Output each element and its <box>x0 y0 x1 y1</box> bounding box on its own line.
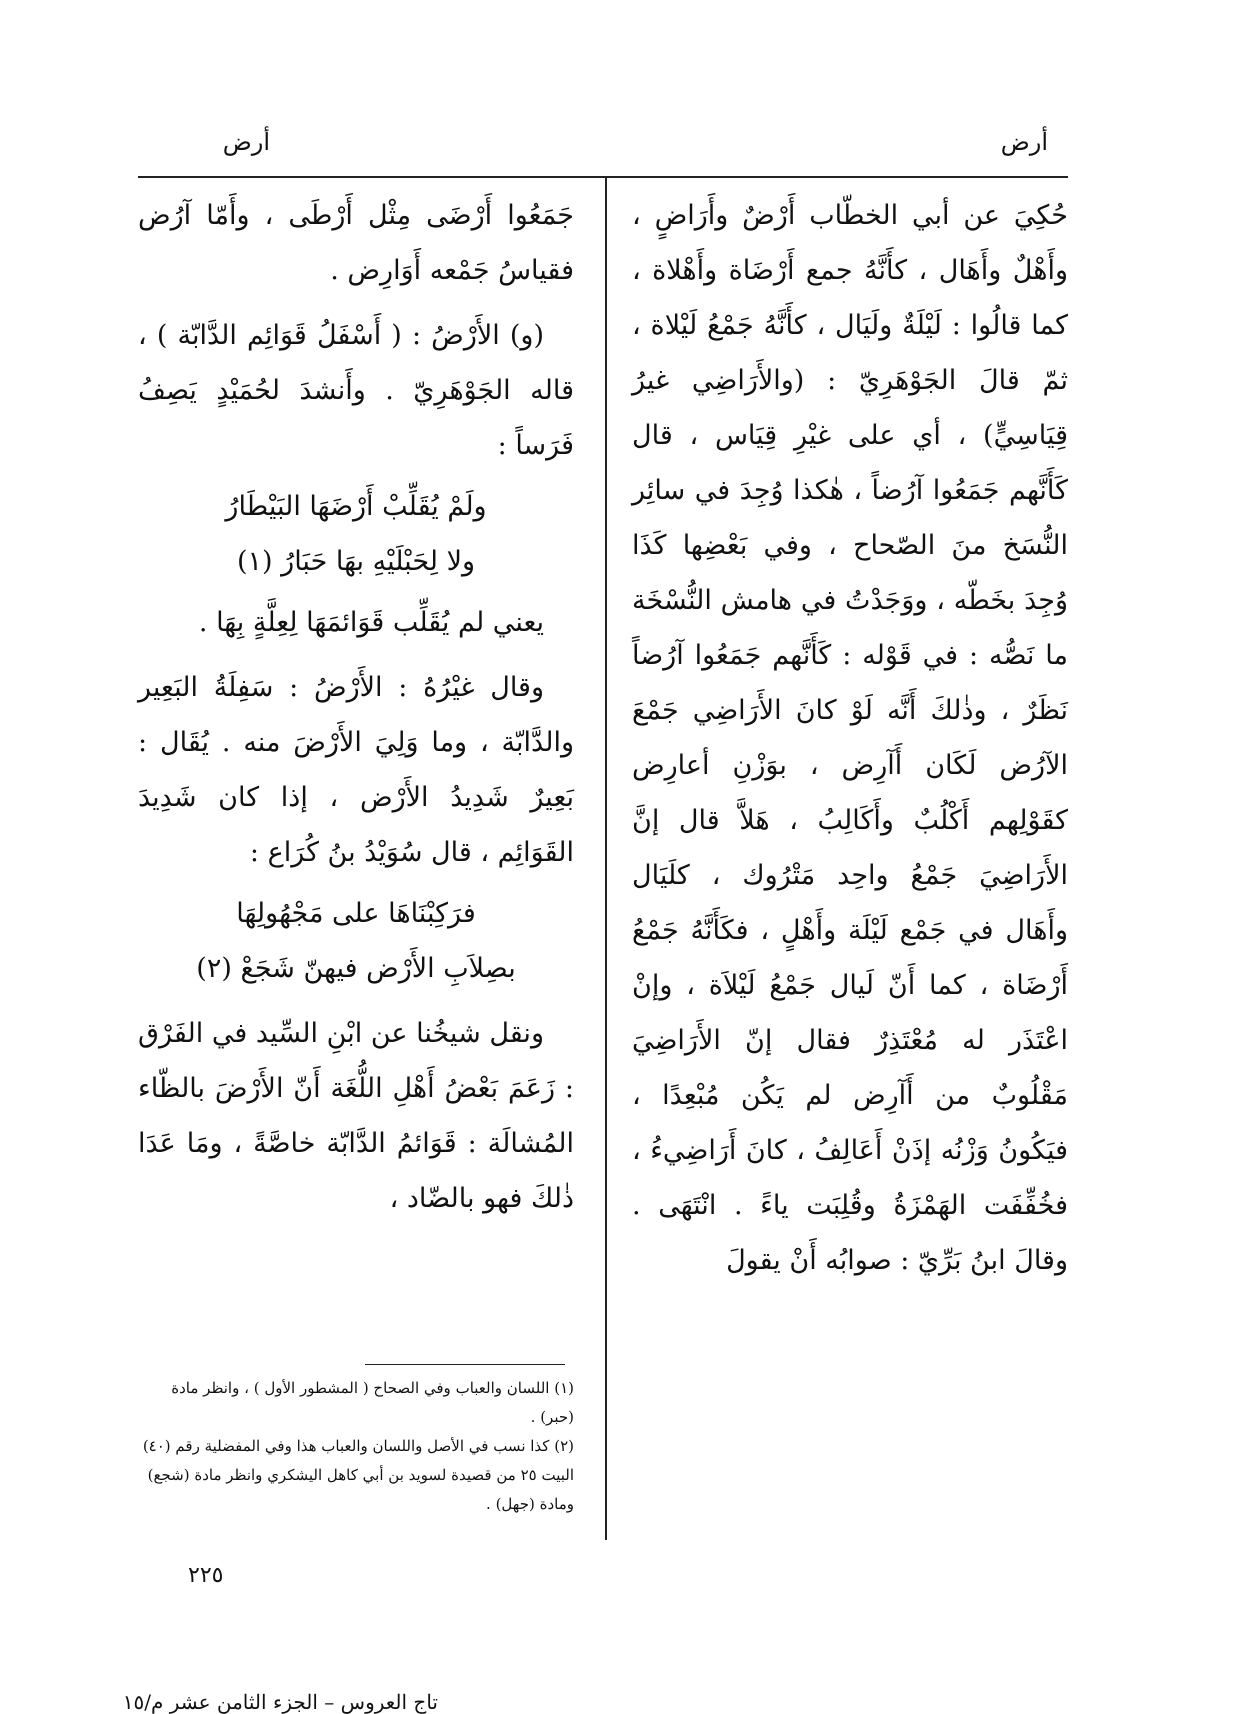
right-column <box>632 188 1068 1288</box>
left-intro: جَمَعُوا أَرْضَى مِثْل أَرْطَى ، وأَمّا آرُض فقياسُ جَمْعه أَوَارِض . <box>138 200 574 286</box>
footnote-rule <box>365 1364 565 1365</box>
footnote-2: (٢) كذا نسب في الأصل واللسان والعباب هذا وفي المفضلية رقم (٤٠) البيت ٢٥ من قصيدة لسويد بن أبي كاهل اليشكري وانظر مادة (شجع) ومادة (جهل) . <box>142 1437 574 1513</box>
header-rule <box>138 176 1068 178</box>
left-paragraph-1: (و) الأَرْضُ : ( أَسْفَلُ قَوَائِم الدَّابّة ) ، قاله الجَوْهَرِيّ . وأَنشدَ لحُمَيْدٍ يَصِفُ فَرَساً : <box>138 320 574 461</box>
verse-2-line-2: بصِلاَبِ الأَرْض فيهنّ شَجَعْ (٢) <box>196 953 516 984</box>
verse-1-line-2: ولا لِحَبْلَيْهِ بهَا حَبَارُ (١) <box>236 546 476 577</box>
verse-2-line-1: فرَكِبْنَاهَا على مَجْهُولِهَا <box>236 898 476 929</box>
footnotes <box>138 1374 574 1519</box>
column-divider <box>605 178 607 1540</box>
footnote-1: (١) اللسان والعباب وفي الصحاح ( المشطور الأول ) ، وانظر مادة (حبر) . <box>171 1379 574 1426</box>
verse-1 <box>138 479 574 589</box>
left-paragraph-2: يعني لم يُقَلِّب قَوَائمَهَا لِعِلَّةٍ بِهَا . <box>198 607 544 638</box>
headword-left: أرض <box>222 128 270 156</box>
verse-1-line-1: ولَمْ يُقَلِّبْ أَرْضَهَا البَيْطَارُ <box>225 491 487 522</box>
headword-right: أرض <box>1000 128 1048 156</box>
left-column <box>138 188 574 1226</box>
verse-2 <box>138 886 574 996</box>
left-paragraph-3: وقال غيْرُهُ : الأَرْضُ : سَفِلَةُ البَعِير والدَّابّة ، وما وَلِيَ الأَرْضَ منه . يُقَال : بَعِيرٌ شَدِيدُ الأَرْض ، إذا كان شَدِيدَ القَوَائِم ، قال سُوَيْدُ بنُ كُرَاع : <box>138 672 574 868</box>
page-number: ٢٢٥ <box>188 1563 224 1588</box>
left-paragraph-4: ونقل شيخُنا عن ابْنِ السِّيد في الفَرْق : زَعَمَ بَعْضُ أَهْلِ اللُّغَة أَنّ الأَرْضَ بالظّاء المُشالَة : قَوَائمُ الدَّابّة خاصَّةً ، ومَا عَدَا ذٰلكَ فهو بالضّاد ، <box>138 1018 574 1214</box>
right-column-text: حُكِيَ عن أبي الخطّاب أَرْضٌ وأَرَاضٍ ، وأَهْلٌ وأَهَال ، كأَنَّهُ جمع أَرْضَاة وأَهْلاة ، كما قالُوا : لَيْلَةٌ ولَيَال ، كأَنَّهُ جَمْعُ لَيْلاة ، ثمّ قالَ الجَوْهَرِيّ : (والأَرَاضِي غيرُ قِيَاسِيٍّ) ، أي على غيْرِ قِيَاس ، قال كَأَنَّهم جَمَعُوا آرُضاً ، هٰكذا وُجِدَ في سائِر النُّسَخ منَ الصّحاح ، وفي بَعْضِها كَذَا وُجِدَ بخَطّه ، ووَجَدْتُ في هامش النُّسْخَة ما نَصُّه : في قَوْله : كَأَنَّهم جَمَعُوا آرُضاً نَظَرٌ ، وذٰلكَ أَنَّه لَوْ كانَ الأَرَاضِي جَمْعَ الآرُض لَكَان أَآرِض ، بوَزْنِ أعارِض كقَوْلِهم أَكْلُبٌ وأَكَالِبُ ، هَلاَّ قال إنَّ الأَرَاضِيَ جَمْعُ واحِد مَتْرُوك ، كلَيَال وأَهَال في جَمْع لَيْلَة وأَهْلٍ ، فكَأَنَّهُ جَمْعُ أَرْضَاة ، كما أَنّ لَيال جَمْعُ لَيْلاَة ، وإنْ اعْتَذَر له مُعْتَذِرٌ فقال إنّ الأَرَاضِيَ مَقْلُوبٌ من أَآرِض لم يَكُن مُبْعِدًا ، فيَكُونُ وَزْنُه إذَنْ أَعَالِفُ ، كانَ أَرَاضِيءُ ، فخُفِّفَت الهَمْزَةُ وقُلِبَت ياءً . انْتَهَى . وقالَ ابنُ بَرِّيّ : صوابُه أَنْ يقولَ <box>632 200 1068 1276</box>
signature-line: تاج العروس – الجزء الثامن عشر م/١٥ <box>122 1690 438 1714</box>
